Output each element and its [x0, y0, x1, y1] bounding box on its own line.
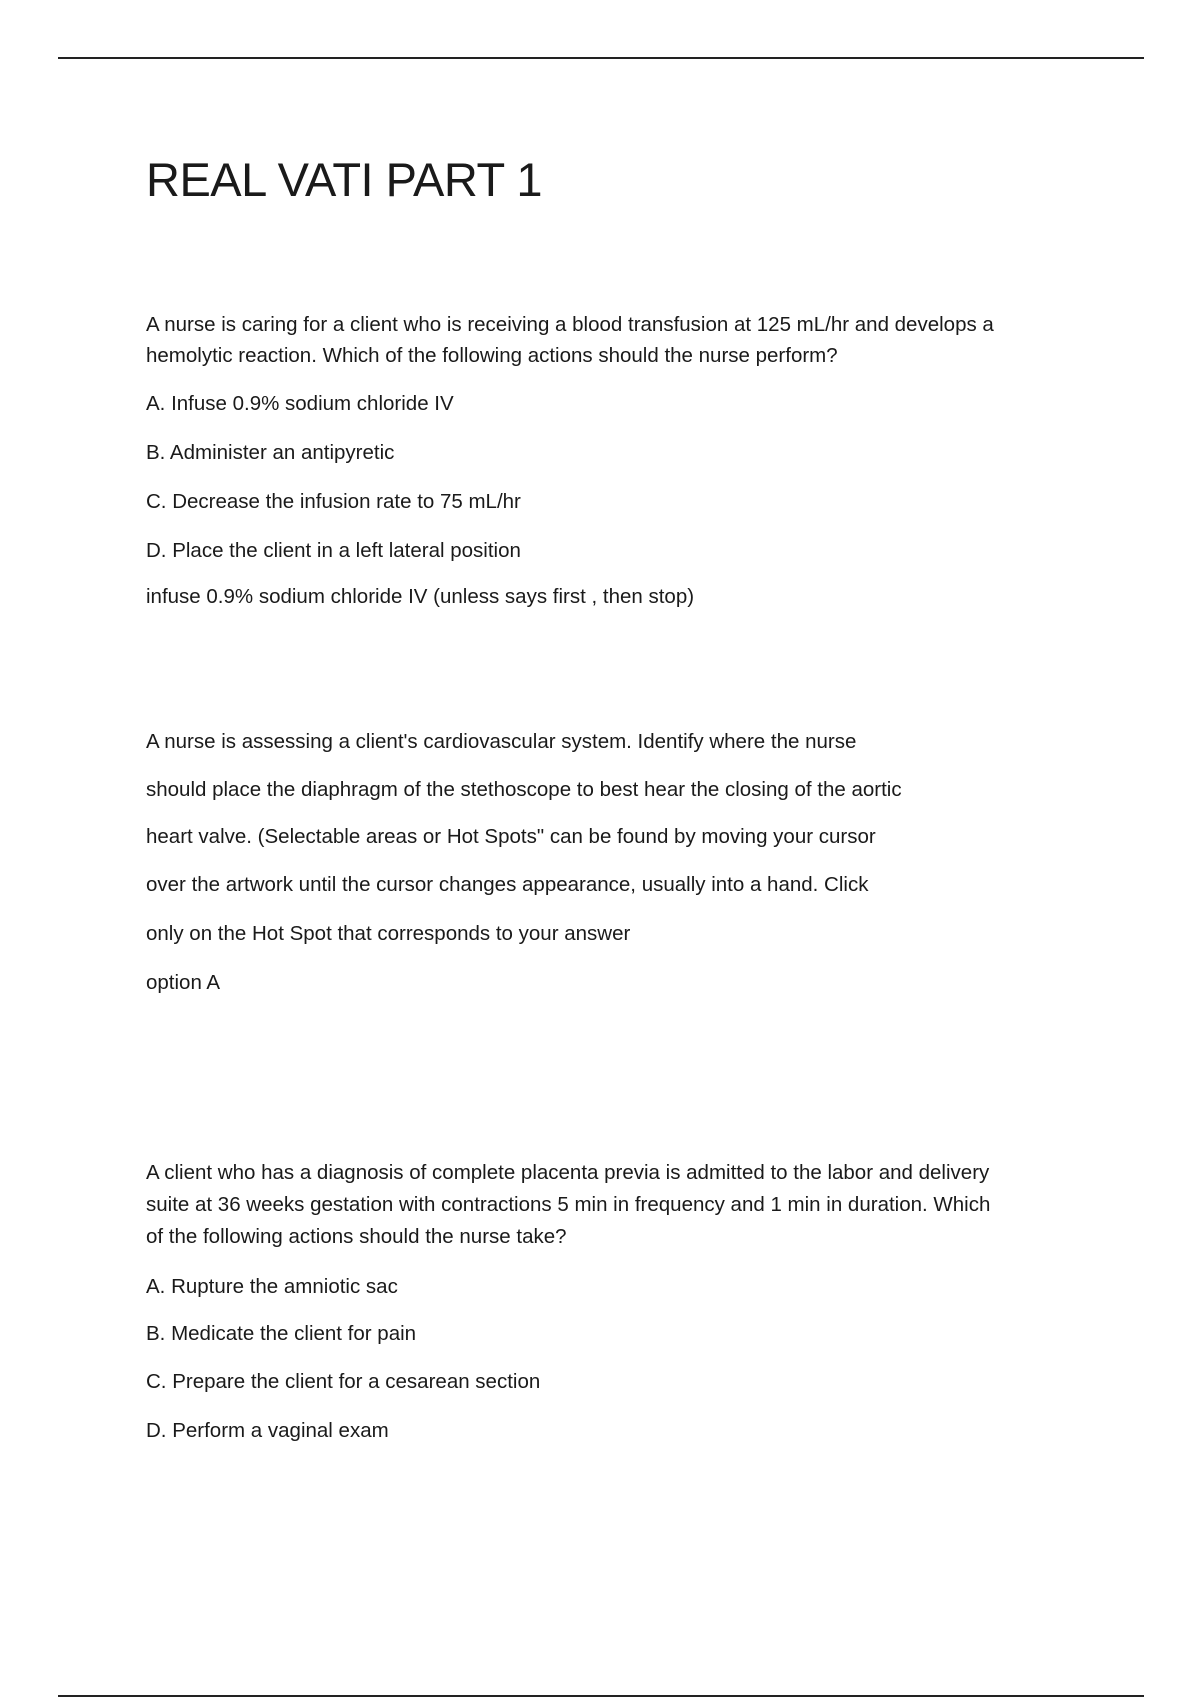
question-1-option-a: A. Infuse 0.9% sodium chloride IV [146, 392, 454, 415]
question-1-option-b: B. Administer an antipyretic [146, 441, 395, 464]
question-3-option-a: A. Rupture the amniotic sac [146, 1275, 398, 1298]
question-2-stem-line-5: only on the Hot Spot that corresponds to your answer [146, 922, 631, 945]
question-3-option-d: D. Perform a vaginal exam [146, 1419, 389, 1442]
question-1-stem-line-1: A nurse is caring for a client who is receiving a blood transfusion at 125 mL/hr and develops a [146, 313, 994, 336]
question-2-stem-line-2: should place the diaphragm of the stethoscope to best hear the closing of the aortic [146, 778, 902, 801]
question-3-stem-line-1: A client who has a diagnosis of complete placenta previa is admitted to the labor and delivery [146, 1161, 990, 1184]
document-title: REAL VATI PART 1 [146, 153, 542, 206]
question-3-stem-line-2: suite at 36 weeks gestation with contractions 5 min in frequency and 1 min in duration. Which [146, 1193, 991, 1216]
bottom-rule [58, 1695, 1144, 1697]
question-3-option-c: C. Prepare the client for a cesarean section [146, 1370, 541, 1393]
question-2-answer: option A [146, 971, 221, 994]
question-1-option-c: C. Decrease the infusion rate to 75 mL/hr [146, 490, 521, 513]
question-3-option-b: B. Medicate the client for pain [146, 1322, 417, 1345]
question-3-stem-line-3: of the following actions should the nurse take? [146, 1225, 567, 1248]
question-1-stem-line-2: hemolytic reaction. Which of the following actions should the nurse perform? [146, 344, 838, 367]
top-rule [58, 57, 1144, 59]
question-1-option-d: D. Place the client in a left lateral position [146, 539, 521, 562]
question-2-stem-line-4: over the artwork until the cursor changes appearance, usually into a hand. Click [146, 873, 869, 896]
question-2-stem-line-3: heart valve. (Selectable areas or Hot Spots" can be found by moving your cursor [146, 825, 876, 848]
question-2-stem-line-1: A nurse is assessing a client's cardiovascular system. Identify where the nurse [146, 730, 857, 753]
question-1-answer: infuse 0.9% sodium chloride IV (unless says first , then stop) [146, 585, 695, 608]
